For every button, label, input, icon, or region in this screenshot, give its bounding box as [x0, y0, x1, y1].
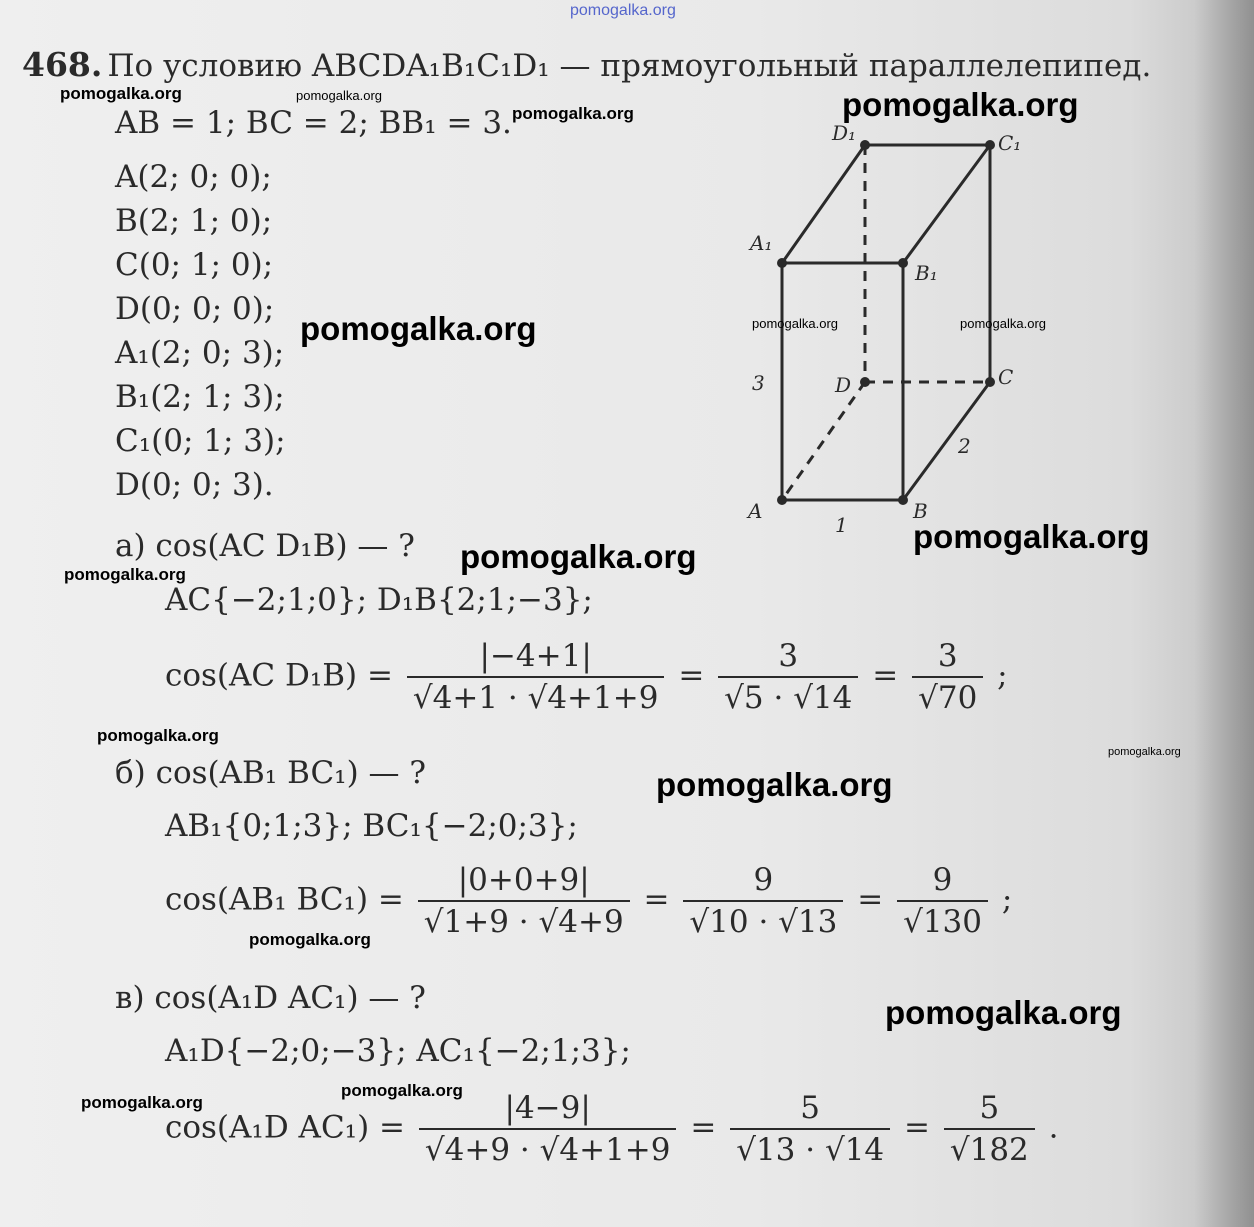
label-edge-2: 2 — [958, 434, 971, 458]
part-b-question: б) cos(AB₁ BC₁) — ? — [115, 755, 427, 791]
part-b-f1-num: |0+0+9| — [457, 862, 590, 898]
watermark: pomogalka.org — [842, 86, 1079, 123]
problem-number: 468. — [22, 45, 103, 84]
part-b-f1-den: √1+9 · √4+9 — [418, 900, 630, 940]
part-a-f2-num: 3 — [778, 638, 799, 674]
part-a-end: ; — [997, 657, 1008, 694]
point-C1: C₁(0; 1; 3); — [115, 423, 286, 459]
problem-header — [22, 45, 1151, 84]
part-b-eq1: = — [643, 881, 670, 918]
watermark: pomogalka.org — [512, 104, 634, 123]
condition-line-2: AB = 1; BC = 2; BB₁ = 3. — [115, 105, 512, 141]
point-A1: A₁(2; 0; 3); — [115, 335, 285, 371]
label-D: D — [835, 373, 852, 397]
vertex-C — [985, 377, 995, 387]
part-a-f3-den: √70 — [912, 676, 983, 716]
part-b-fraction-3 — [897, 862, 988, 940]
point-D1: D(0; 0; 3). — [115, 467, 274, 503]
watermark: pomogalka.org — [460, 538, 697, 575]
watermark: pomogalka.org — [296, 88, 382, 103]
label-A: A — [748, 499, 763, 523]
part-a-eq1: = — [678, 657, 705, 694]
point-C: C(0; 1; 0); — [115, 247, 274, 283]
label-B: B — [913, 499, 928, 523]
part-a-question: а) cos(AC D₁B) — ? — [115, 528, 415, 564]
part-c-f2-den: √13 · √14 — [730, 1128, 890, 1168]
point-B1: B₁(2; 1; 3); — [115, 379, 285, 415]
watermark: pomogalka.org — [752, 316, 838, 331]
edge-BC — [903, 382, 990, 500]
part-b-f2-num: 9 — [753, 862, 774, 898]
vertex-A1 — [777, 258, 787, 268]
watermark: pomogalka.org — [960, 316, 1046, 331]
vertex-C1 — [985, 140, 995, 150]
part-a-f2-den: √5 · √14 — [718, 676, 858, 716]
part-a-f3-num: 3 — [937, 638, 958, 674]
part-c-vectors: A₁D{−2;0;−3}; AC₁{−2;1;3}; — [165, 1033, 631, 1069]
part-b-fraction-1 — [418, 862, 630, 940]
page-shadow — [1194, 0, 1254, 1227]
part-c-eq2: = — [904, 1109, 930, 1146]
part-c-fraction-3 — [944, 1090, 1035, 1168]
part-c-f3-num: 5 — [979, 1090, 1000, 1126]
part-b-formula — [165, 862, 1012, 940]
part-a-f1-num: |−4+1| — [479, 638, 592, 674]
watermark: pomogalka.org — [81, 1093, 203, 1112]
edge-D1A1 — [782, 145, 865, 263]
watermark: pomogalka.org — [656, 766, 893, 803]
edge-C1B1 — [903, 145, 990, 263]
part-b-fraction-2 — [683, 862, 843, 940]
points-list — [115, 155, 286, 507]
part-a-lhs: cos(AC D₁B) = — [165, 657, 393, 694]
point-A: A(2; 0; 0); — [115, 159, 272, 195]
part-b-vectors: AB₁{0;1;3}; BC₁{−2;0;3}; — [165, 808, 578, 844]
label-edge-1: 1 — [835, 513, 848, 537]
part-c-fraction-2 — [730, 1090, 890, 1168]
part-b-end: ; — [1001, 881, 1013, 918]
label-D1: D₁ — [832, 121, 857, 145]
top-watermark: pomogalka.org — [570, 2, 676, 19]
part-b-eq2: = — [857, 881, 884, 918]
part-c-f1-den: √4+9 · √4+1+9 — [419, 1128, 677, 1168]
part-c-fraction-1 — [419, 1090, 677, 1168]
watermark: pomogalka.org — [60, 84, 182, 103]
part-c-lhs: cos(A₁D AC₁) = — [165, 1109, 406, 1146]
label-edge-3: 3 — [752, 371, 765, 395]
part-a-vectors: AC{−2;1;0}; D₁B{2;1;−3}; — [165, 582, 593, 618]
part-c-end: . — [1048, 1109, 1059, 1146]
watermark: pomogalka.org — [97, 726, 219, 745]
vertex-D1 — [860, 140, 870, 150]
part-b-f3-den: √130 — [897, 900, 988, 940]
label-A1: A₁ — [750, 231, 773, 255]
part-a-f1-den: √4+1 · √4+1+9 — [407, 676, 665, 716]
label-C: C — [998, 365, 1014, 389]
part-a-formula — [165, 638, 1008, 716]
part-c-question: в) cos(A₁D AC₁) — ? — [115, 980, 426, 1016]
point-D: D(0; 0; 0); — [115, 291, 275, 327]
watermark: pomogalka.org — [1108, 746, 1181, 758]
watermark: pomogalka.org — [249, 930, 371, 949]
part-a-fraction-1 — [407, 638, 665, 716]
vertex-B1 — [898, 258, 908, 268]
condition-line-1: По условию ABCDA₁B₁C₁D₁ — прямоугольный параллелепипед. — [107, 48, 1152, 84]
part-a-eq2: = — [872, 657, 899, 694]
part-b-f3-num: 9 — [932, 862, 953, 898]
watermark: pomogalka.org — [341, 1081, 463, 1100]
edge-DA-hidden — [782, 382, 865, 500]
part-c-f1-num: |4−9| — [504, 1090, 591, 1126]
part-b-f2-den: √10 · √13 — [683, 900, 843, 940]
watermark: pomogalka.org — [64, 565, 186, 584]
part-c-formula — [165, 1090, 1059, 1168]
watermark: pomogalka.org — [300, 310, 537, 347]
label-C1: C₁ — [998, 131, 1022, 155]
part-a-fraction-2 — [718, 638, 858, 716]
watermark: pomogalka.org — [913, 518, 1150, 555]
part-a-fraction-3 — [912, 638, 983, 716]
watermark: pomogalka.org — [885, 994, 1122, 1031]
part-c-f3-den: √182 — [944, 1128, 1035, 1168]
part-c-eq1: = — [690, 1109, 717, 1146]
part-c-f2-num: 5 — [800, 1090, 821, 1126]
label-B1: B₁ — [915, 261, 938, 285]
part-b-lhs: cos(AB₁ BC₁) = — [165, 881, 404, 918]
vertex-D — [860, 377, 870, 387]
vertex-B — [898, 495, 908, 505]
vertex-A — [777, 495, 787, 505]
point-B: B(2; 1; 0); — [115, 203, 273, 239]
